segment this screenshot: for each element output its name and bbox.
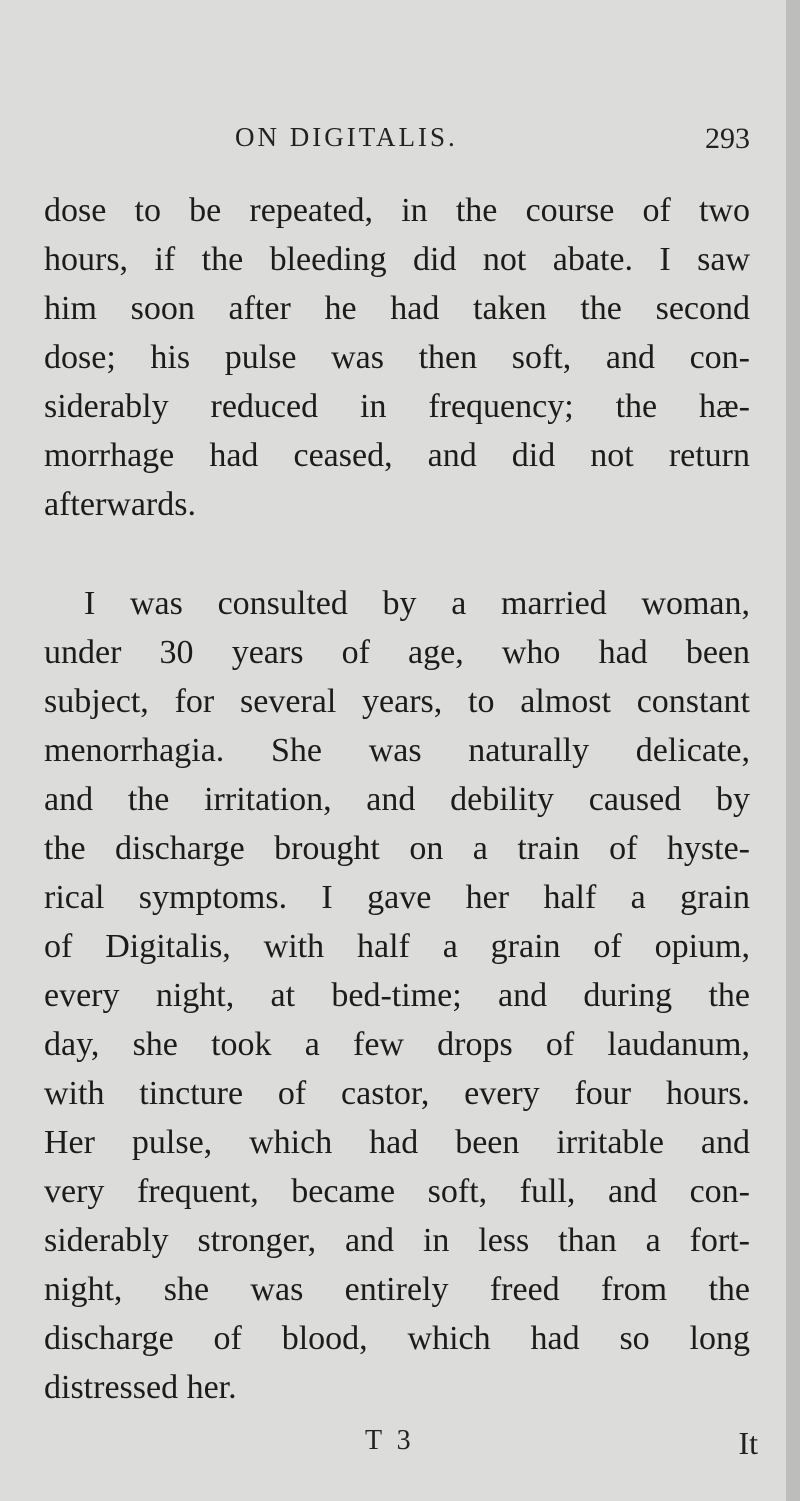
text-line: and the irritation, and debility caused by: [44, 781, 750, 818]
page-footer: [40, 1425, 758, 1465]
text-line: siderably stronger, and in less than a fort-: [44, 1222, 750, 1259]
text-line: rical symptoms. I gave her half a grain: [44, 879, 750, 916]
text-line: hours, if the bleeding did not abate. I saw: [44, 241, 750, 278]
text-line: subject, for several years, to almost constant: [44, 683, 750, 720]
text-line: day, she took a few drops of laudanum,: [44, 1026, 750, 1063]
text-line: distressed her.: [44, 1369, 237, 1406]
text-line: Her pulse, which had been irritable and: [44, 1124, 750, 1161]
text-line: afterwards.: [44, 486, 196, 523]
text-line: night, she was entirely freed from the: [44, 1271, 750, 1308]
text-line: him soon after he had taken the second: [44, 290, 750, 327]
text-line: discharge of blood, which had so long: [44, 1320, 750, 1357]
paragraph-1: [44, 186, 750, 529]
text-line: the discharge brought on a train of hyste-: [44, 830, 750, 867]
text-line: under 30 years of age, who had been: [44, 634, 750, 671]
text-line: dose; his pulse was then soft, and con-: [44, 339, 750, 376]
text-line: very frequent, became soft, full, and con-: [44, 1173, 750, 1210]
page-header: [40, 122, 750, 166]
text-line: morrhage had ceased, and did not return: [44, 437, 750, 474]
text-line: of Digitalis, with half a grain of opium,: [44, 928, 750, 965]
text-line: I was consulted by a married woman,: [84, 585, 750, 622]
page-number: 293: [705, 122, 750, 155]
text-line: dose to be repeated, in the course of two: [44, 192, 750, 229]
paragraph-gap: [44, 529, 750, 579]
text-line: menorrhagia. She was naturally delicate,: [44, 732, 750, 769]
text-line: with tincture of castor, every four hours.: [44, 1075, 750, 1112]
running-head: ON DIGITALIS.: [235, 122, 458, 152]
body-text: [44, 186, 750, 1412]
text-line: siderably reduced in frequency; the hæ-: [44, 388, 750, 425]
catchword: It: [738, 1425, 758, 1461]
signature-mark: T 3: [365, 1425, 415, 1456]
paragraph-2: [44, 579, 750, 1412]
text-line: every night, at bed-time; and during the: [44, 977, 750, 1014]
